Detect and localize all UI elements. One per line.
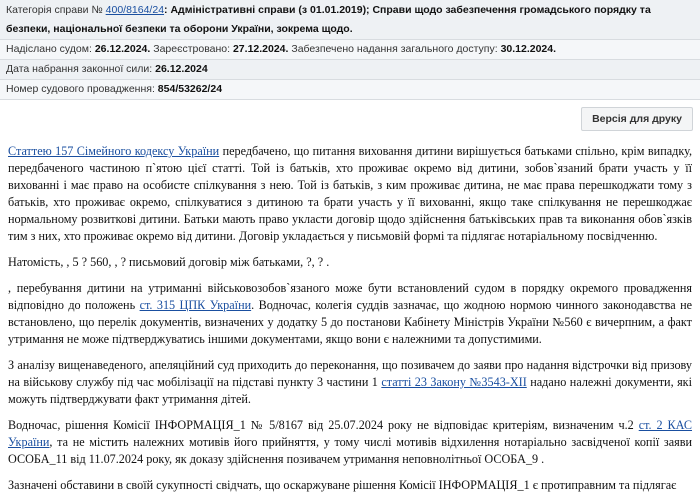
paragraph-text: , перебування дитини на утриманні військовозобов`язаного може бути встановлений судом в порядку окремого провадження відповідно до положень <box>8 281 692 312</box>
paragraph <box>8 477 692 494</box>
proceeding-number-row <box>0 80 700 100</box>
force-date-row <box>0 60 700 80</box>
paragraph-text: надано належні документи, які можуть підтверджувати факт утримання дітей. <box>8 375 692 406</box>
paragraph-text: , та не містить належних мотивів його прийняття, у тому числі мотивів відхилення нотаріально засвідченої копії заяви ОСОБА_11 від 11.07.2024 року, як доказу здійснення позивачем утримання неповнолітньої ОСОБА_9 . <box>8 435 692 466</box>
toolbar <box>0 107 700 131</box>
category-label: Категорія справи № <box>6 4 103 16</box>
access-value: 30.12.2024. <box>500 43 557 55</box>
force-label: Дата набрання законної сили: <box>6 63 153 75</box>
sent-value: 26.12.2024. <box>94 43 151 55</box>
paragraph-text: . Водночас, колегія суддів зазначає, що жодною нормою чинного законодавства не встановлено, що перелік документів, визначених у додатку 5 до постанови Кабінету Міністрів України №560 є вичерпним, а факт утримання не може підтверджуватись іншими документами, якщо вони є належними та допустимими. <box>8 298 692 346</box>
registered-label: Зареєстровано: <box>153 43 231 55</box>
number-label: Номер судового провадження: <box>6 83 155 95</box>
paragraph-text: З аналізу вищенаведеного, апеляційний суд приходить до переконання, що позивачем до заяви про надання відстрочки від призову на військову службу під час мобілізації на підставі пункту 3 частини 1 <box>8 358 692 389</box>
sent-label: Надіслано судом: <box>6 43 92 55</box>
paragraph-text: Зазначені обставини в своїй сукупності свідчать, що оскаржуване рішення Комісії ІНФОРМАЦІЯ_1 є протиправним та підлягає <box>8 478 677 492</box>
document-body <box>8 143 692 503</box>
cpk-link[interactable]: ст. 315 ЦПК України <box>139 298 252 312</box>
number-value: 854/53262/24 <box>157 83 223 95</box>
paragraph-text: Водночас, рішення Комісії ІНФОРМАЦІЯ_1 № 5/8167 від 25.07.2024 року не відповідає критеріям, визначеним ч.2 <box>8 418 639 432</box>
paragraph <box>8 254 692 271</box>
access-label: Забезпечено надання загального доступу: <box>291 43 498 55</box>
case-category-row <box>0 0 700 40</box>
paragraph <box>8 417 692 468</box>
paragraph <box>8 143 692 245</box>
force-value: 26.12.2024 <box>155 63 208 75</box>
paragraph-text: передбачено, що питання виховання дитини вирішується батьками спільно, крім випадку, передбаченого частиною п`ятою цієї статті. Той із батьків, хто проживає окремо від дитини, зобов`язаний брати участь у її вихованні і має право на особисте спілкування з нею. Той із батьків, з ким проживає дитина, не має права перешкоджати тому з батьків, хто проживає окремо, спілкуватися з дитиною та брати участь у її вихованні, якщо таке спілкування не перешкоджає нормальному розвиткові дитини. Батьки мають право укласти договір щодо здійснення батьківських прав та виконання обов`язків тим з них, хто проживає окремо від дитини. Договір укладається у письмовій формі та підлягає нотаріальному посвідченню. <box>8 144 692 243</box>
paragraph <box>8 357 692 408</box>
law-link[interactable]: статті 23 Закону №3543-XII <box>381 375 527 389</box>
family-code-link[interactable]: Статтею 157 Сімейного кодексу України <box>8 144 220 158</box>
registered-value: 27.12.2024. <box>232 43 289 55</box>
case-dates-row <box>0 40 700 60</box>
paragraph-text: Натомість, , 5 ? 560, , ? письмовий договір між батьками, ?, ? . <box>8 255 330 269</box>
case-number-link[interactable]: 400/8164/24 <box>105 4 165 16</box>
print-version-button[interactable]: Версія для друку <box>581 107 693 131</box>
category-text: : Адміністративні справи (з 01.01.2019); Справи щодо забезпечення громадського порядку та безпеки, національної безпеки та оборони України, зокрема щодо. <box>6 4 651 35</box>
paragraph <box>8 280 692 348</box>
kas-link[interactable]: ст. 2 КАС України <box>8 418 692 449</box>
case-meta-panel <box>0 0 700 100</box>
